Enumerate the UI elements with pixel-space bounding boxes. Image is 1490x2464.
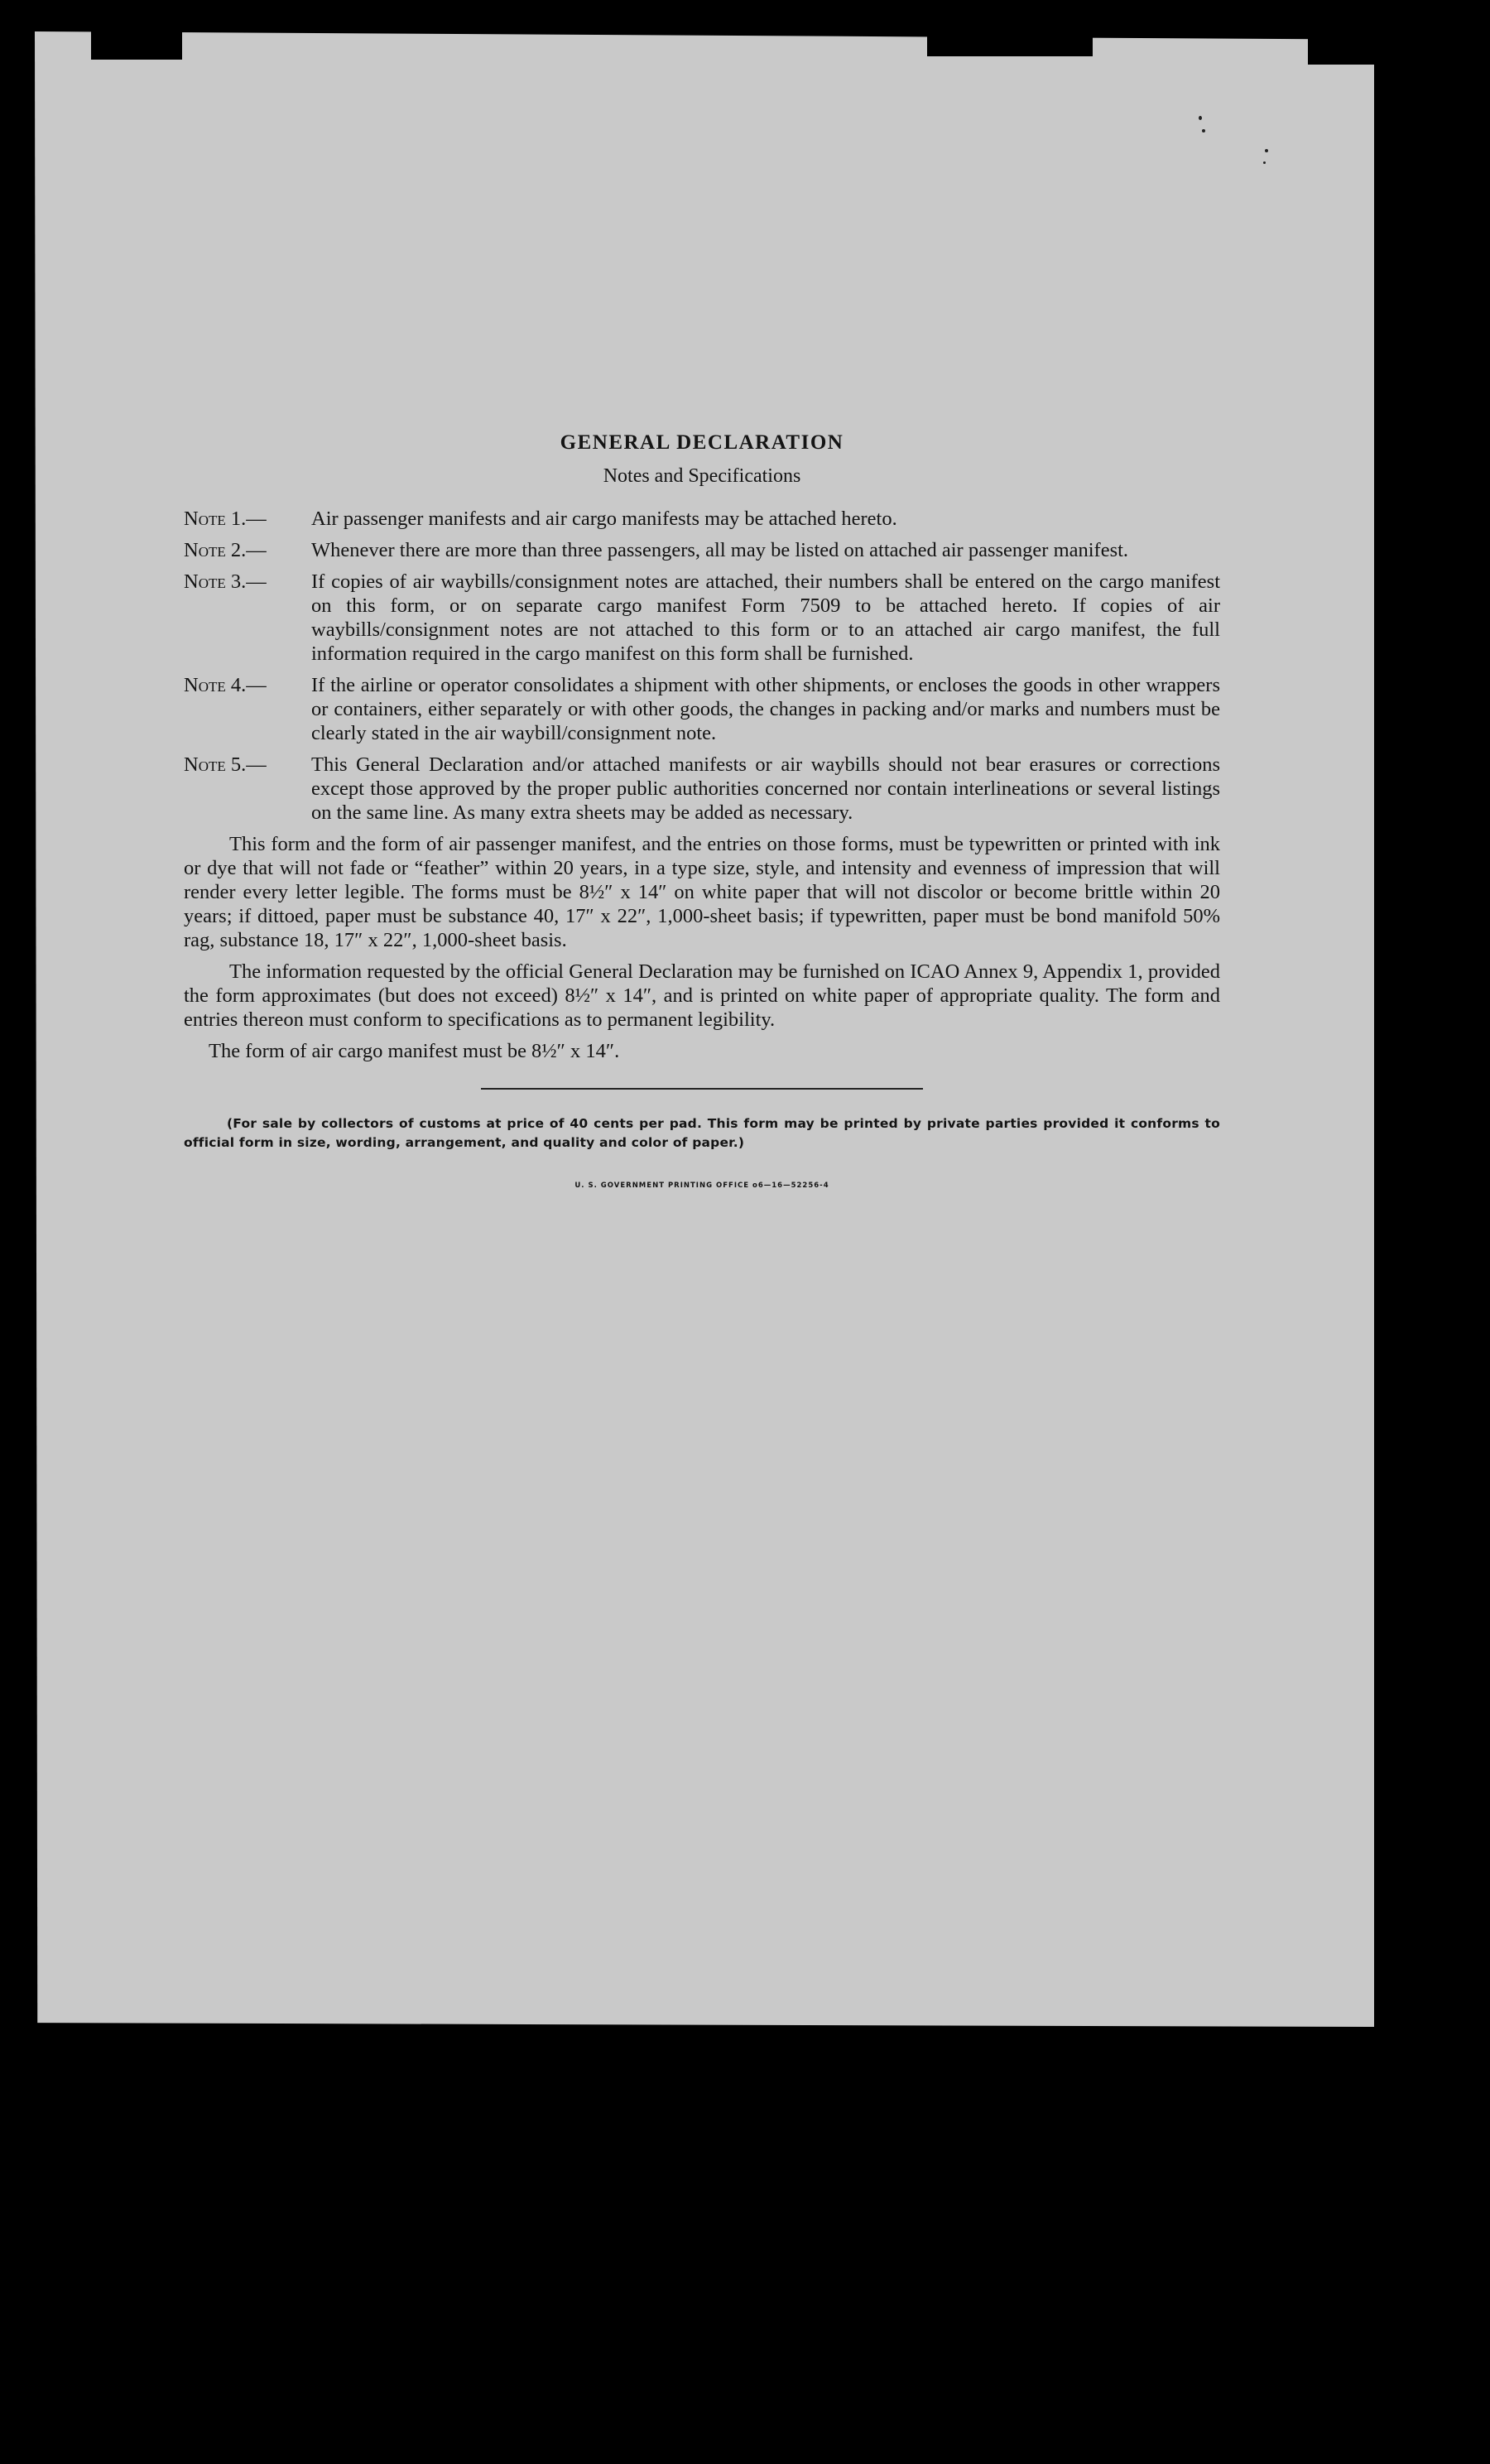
divider-rule (481, 1088, 923, 1090)
note-1-text: Air passenger manifests and air cargo manifests may be attached hereto. (311, 508, 897, 530)
note-5 (184, 753, 1220, 825)
note-1-label: Note 1.— (184, 508, 267, 530)
note-3-text: If copies of air waybills/consignment notes are attached, their numbers shall be entered on the cargo manifest on this form, or on separate cargo manifest Form 7509 to be attached hereto. If copies of air waybills/consignment notes are not attached to this form or to an attached air cargo manifest, the full information required in the cargo manifest on this form shall be furnished. (311, 570, 1220, 665)
scan-edge-corner (1308, 31, 1374, 65)
note-3-label: Note 3.— (184, 570, 267, 593)
note-2-label: Note 2.— (184, 539, 267, 561)
scan-edge-left (91, 31, 182, 60)
printing-office-line: U. S. GOVERNMENT PRINTING OFFICE o6—16—52256-4 (574, 1181, 829, 1190)
paper-specification-paragraph: This form and the form of air passenger manifest, and the entries on those forms, must be typewritten or printed with ink or dye that will not fade or “feather” within 20 years, in a type size, style, and intensity and evenness of impression that will render every letter legible. The forms must be 8½″ x 14″ on white paper that will not discolor or become brittle within 20 years; if dittoed, paper must be substance 40, 17″ x 22″, 1,000-sheet basis; if typewritten, paper must be bond manifold 50% rag, substance 18, 17″ x 22″, 1,000-sheet basis. (184, 833, 1220, 951)
scan-edge-right (927, 31, 1093, 56)
note-2-text: Whenever there are more than three passengers, all may be listed on attached air passenger manifest. (311, 539, 1129, 561)
note-2 (184, 538, 1220, 562)
note-4-text: If the airline or operator consolidates a shipment with other shipments, or encloses the goods in other wrappers or containers, either separately or with other goods, the changes in packing and/or marks and numbers must be clearly stated in the air waybill/consignment note. (311, 674, 1220, 744)
speck-1 (1265, 149, 1268, 152)
icao-paragraph: The information requested by the official General Declaration may be furnished on ICAO Annex 9, Appendix 1, provided the form approximates (but does not exceed) 8½″ x 14″, and is printed on white paper of appropriate quality. The form and entries thereon must conform to specifications as to permanent legibility. (184, 960, 1220, 1031)
page-subtitle: Notes and Specifications (603, 465, 801, 487)
note-5-label: Note 5.— (184, 753, 267, 776)
note-3 (184, 570, 1220, 666)
sale-note: (For sale by collectors of customs at price of 40 cents per pad. This form may be printed by private parties provided it conforms to official form in size, wording, arrangement, and quality and color of paper.) (184, 1116, 1220, 1150)
note-4 (184, 673, 1220, 745)
page-title: GENERAL DECLARATION (560, 431, 844, 454)
note-5-text: This General Declaration and/or attached manifests or air waybills should not bear erasures or corrections except those approved by the proper public authorities concerned nor contain interlineations or several listings on the same line. As many extra sheets may be added as necessary. (311, 753, 1220, 824)
speck-4 (1202, 129, 1205, 132)
general-declaration-notes (184, 431, 1220, 1198)
speck-2 (1263, 161, 1266, 164)
cargo-manifest-size-line: The form of air cargo manifest must be 8½″ x 14″. (209, 1040, 620, 1062)
note-4-label: Note 4.— (184, 674, 267, 696)
note-1 (184, 507, 1220, 531)
speck-3 (1199, 116, 1202, 120)
